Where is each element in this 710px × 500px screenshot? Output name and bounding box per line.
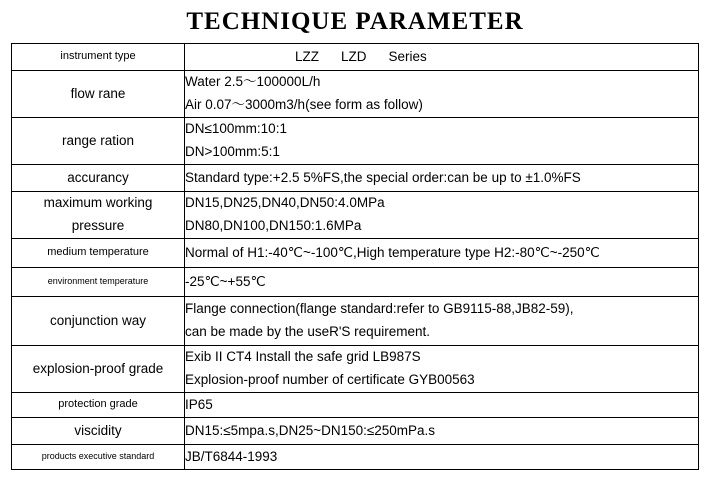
row-value	[185, 44, 699, 71]
row-value: -25℃~+55℃	[185, 268, 699, 297]
page-title: TECHNIQUE PARAMETER	[186, 8, 524, 35]
table-row	[12, 44, 699, 71]
row-value	[185, 297, 699, 346]
row-value: IP65	[185, 393, 699, 418]
row-label	[12, 192, 185, 239]
row-label: viscidity	[12, 418, 185, 445]
row-label: protection grade	[12, 393, 185, 418]
series-type-lzz: LZZ	[295, 48, 320, 64]
value-line: DN>100mm:5:1	[185, 144, 280, 159]
value-line: Water 2.5～100000L/h	[185, 74, 321, 90]
row-label: conjunction way	[12, 297, 185, 346]
value-line: DN80,DN100,DN150:1.6MPa	[185, 218, 362, 233]
value-line: DN15,DN25,DN40,DN50:4.0MPa	[185, 195, 385, 211]
value-line: can be made by the useR'S requirement.	[185, 324, 430, 339]
series-type-lzd: LZD	[341, 48, 367, 64]
row-value	[185, 71, 699, 118]
row-value: DN15:≤5mpa.s,DN25~DN150:≤250mPa.s	[185, 418, 699, 445]
series-type-series: Series	[388, 48, 427, 64]
row-value	[185, 118, 699, 165]
value-line: Exib II CT4 Install the safe grid LB987S	[185, 349, 421, 365]
row-value: Standard type:+2.5 5%FS,the special order:can be up to ±1.0%FS	[185, 165, 699, 192]
row-value	[185, 346, 699, 393]
table-row	[12, 297, 699, 346]
row-label: instrument type	[12, 44, 185, 71]
row-value: Normal of H1:-40℃~-100℃,High temperature type H2:-80℃~-250℃	[185, 239, 699, 268]
table-row	[12, 418, 699, 445]
row-label: medium temperature	[12, 239, 185, 268]
table-row	[12, 165, 699, 192]
row-label: environment temperature	[12, 268, 185, 297]
row-label: explosion-proof grade	[12, 346, 185, 393]
table-row	[12, 393, 699, 418]
row-label-line: pressure	[71, 218, 125, 233]
value-line: Flange connection(flange standard:refer to GB9115-88,JB82-59),	[185, 301, 574, 317]
value-line: Air 0.07～3000m3/h(see form as follow)	[185, 97, 423, 112]
table-row	[12, 346, 699, 393]
table-row	[12, 71, 699, 118]
row-label-line: maximum working	[43, 195, 153, 211]
row-value: JB/T6844-1993	[185, 445, 699, 470]
table-row	[12, 268, 699, 297]
row-value	[185, 192, 699, 239]
row-label: products executive standard	[12, 445, 185, 470]
value-line: Explosion-proof number of certificate GYB00563	[185, 372, 475, 387]
specification-table	[11, 43, 699, 470]
row-label: flow rane	[12, 71, 185, 118]
row-label: accurancy	[12, 165, 185, 192]
table-row	[12, 239, 699, 268]
table-row	[12, 192, 699, 239]
table-row	[12, 118, 699, 165]
row-label: range ration	[12, 118, 185, 165]
value-line: DN≤100mm:10:1	[185, 121, 287, 137]
table-row	[12, 445, 699, 470]
